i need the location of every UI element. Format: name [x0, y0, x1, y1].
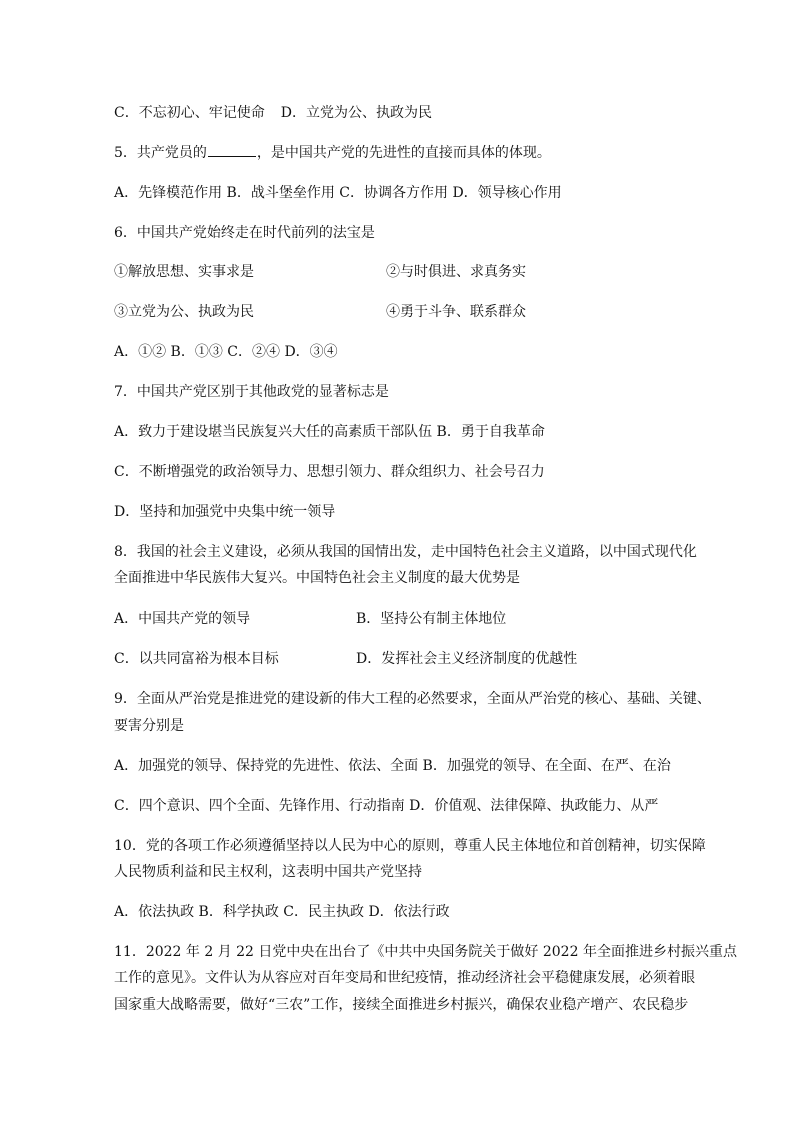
q4-option-c: C．不忘初心、牢记使命 — [114, 105, 265, 121]
q9-stem-line-1: 9．全面从严治党是推进党的建设新的伟大工程的必然要求，全面从严治党的核心、基础、关键、 — [114, 691, 711, 707]
q8-option-c: C．以共同富裕为根本目标 — [114, 651, 279, 667]
q10-stem-line-1: 10．党的各项工作必须遵循坚持以人民为中心的原则，尊重人民主体地位和首创精神，切实保障 — [114, 838, 706, 854]
q5-options: A．先锋模范作用 B．战斗堡垒作用 C．协调各方作用 D．领导核心作用 — [114, 185, 562, 201]
q8-option-b: B．坚持公有制主体地位 — [356, 611, 507, 627]
q11-stem-line-1: 11．2022 年 2 月 22 日党中央在出台了《中共中央国务院关于做好 2022 年全面推进乡村振兴重点 — [114, 944, 737, 960]
q5-stem — [114, 144, 551, 162]
q11-stem-line-3: 国家重大战略需要，做好“三农”工作，接续全面推进乡村振兴，确保农业稳产增产、农民稳步 — [114, 997, 689, 1013]
q7-option-d: D．坚持和加强党中央集中统一领导 — [114, 504, 336, 520]
q7-stem: 7．中国共产党区别于其他政党的显著标志是 — [114, 384, 389, 400]
q6-stem: 6．中国共产党始终走在时代前列的法宝是 — [114, 225, 375, 241]
q6-item-2: ②与时俱进、求真务实 — [386, 264, 526, 280]
q6-item-4: ④勇于斗争、联系群众 — [386, 304, 526, 320]
q8-option-d: D．发挥社会主义经济制度的优越性 — [356, 651, 578, 667]
q5-stem-before: 5．共产党员的 — [114, 145, 207, 161]
q9-options-ab: A．加强党的领导、保持党的先进性、依法、全面 B．加强党的领导、在全面、在严、在治 — [114, 758, 671, 774]
q6-item-3: ③立党为公、执政为民 — [114, 304, 254, 320]
q10-stem-line-2: 人民物质利益和民主权利，这表明中国共产党坚持 — [114, 864, 422, 880]
q7-options-ab: A．致力于建设堪当民族复兴大任的高素质干部队伍 B．勇于自我革命 — [114, 424, 545, 440]
q10-options: A．依法执政 B．科学执政 C．民主执政 D．依法行政 — [114, 904, 450, 920]
q5-answer-blank — [208, 144, 256, 157]
q8-option-a: A．中国共产党的领导 — [114, 611, 251, 627]
q9-options-cd: C．四个意识、四个全面、先锋作用、行动指南 D．价值观、法律保障、执政能力、从严 — [114, 798, 659, 814]
q5-stem-after: ，是中国共产党的先进性的直接而具体的体现。 — [256, 145, 551, 161]
q8-stem-line-2: 全面推进中华民族伟大复兴。中国特色社会主义制度的最大优势是 — [114, 570, 520, 586]
q4-options-cd — [114, 104, 432, 122]
q8-stem-line-1: 8．我国的社会主义建设，必须从我国的国情出发，走中国特色社会主义道路，以中国式现代化 — [114, 544, 697, 560]
q9-stem-line-2: 要害分别是 — [114, 718, 184, 734]
q4-option-d: D．立党为公、执政为民 — [280, 105, 432, 121]
q6-item-1: ①解放思想、实事求是 — [114, 264, 254, 280]
q11-stem-line-2: 工作的意见》。文件认为从容应对百年变局和世纪疫情，推动经济社会平稳健康发展，必须着眼 — [114, 970, 695, 986]
q6-options: A．①② B．①③ C．②④ D．③④ — [114, 344, 338, 360]
q7-option-c: C．不断增强党的政治领导力、思想引领力、群众组织力、社会号召力 — [114, 464, 545, 480]
